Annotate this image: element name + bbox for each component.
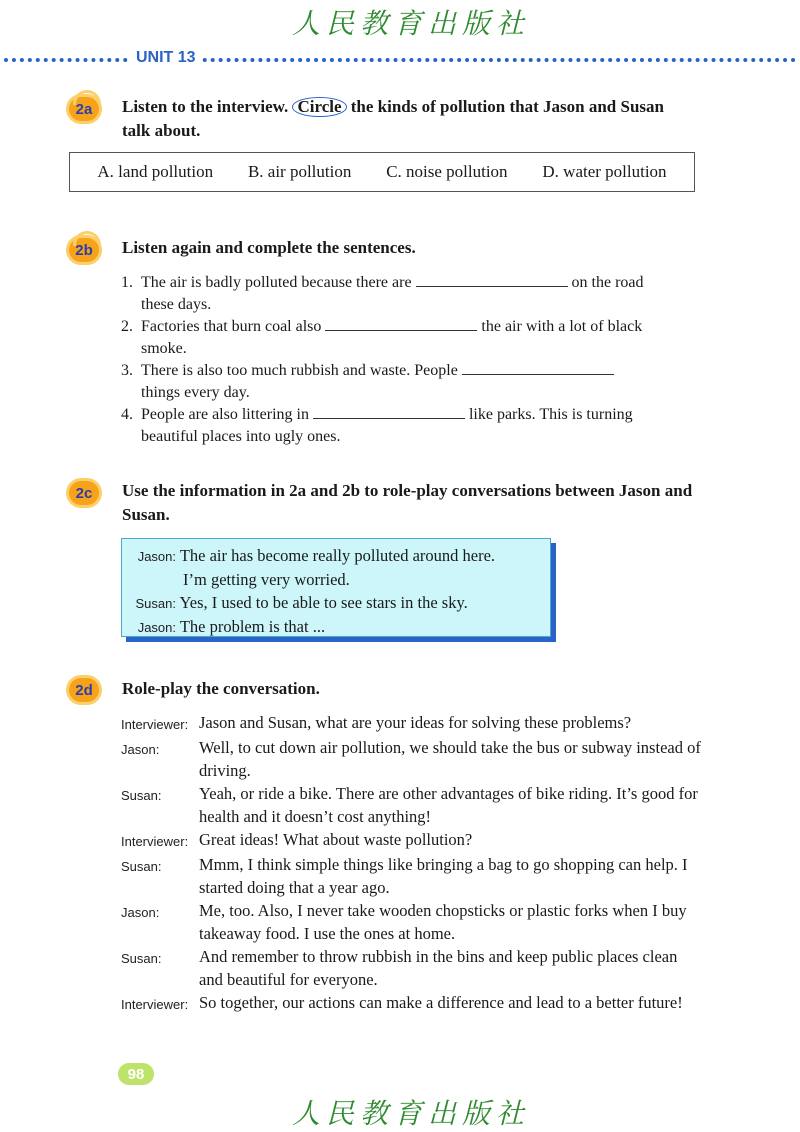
answer-blank[interactable] xyxy=(313,404,465,419)
page-number: 98 xyxy=(118,1063,154,1085)
conversation-row xyxy=(121,945,701,991)
conversation-row xyxy=(121,828,701,853)
sentence-item xyxy=(121,360,701,404)
conversation-text: Great ideas! What about waste pollution? xyxy=(199,830,473,849)
option-b[interactable]: B. air pollution xyxy=(247,162,352,181)
conversation-row xyxy=(121,736,701,782)
conversation-speaker: Interviewer: xyxy=(121,834,189,849)
section-badge-2a xyxy=(66,94,102,124)
publisher-logo-bottom: 人民教育出版社 xyxy=(292,1097,531,1130)
section-badge-2c xyxy=(66,478,102,508)
badge-label: 2b xyxy=(75,241,93,259)
sentence-continuation: smoke. xyxy=(141,340,187,357)
conversation-row xyxy=(121,899,701,945)
sentence-text: There is also too much rubbish and waste. People xyxy=(141,362,458,379)
conversation-speaker: Jason: xyxy=(121,905,160,920)
dialog-text: Yes, I used to be able to see stars in the sky. xyxy=(179,593,468,612)
option-a[interactable]: A. land pollution xyxy=(97,162,214,181)
sentence-number: 3. xyxy=(121,362,133,379)
badge-label: 2d xyxy=(75,681,93,699)
conversation-speaker: Interviewer: xyxy=(121,717,189,732)
options-box-2a xyxy=(69,152,695,192)
conversation-2d xyxy=(121,711,701,1016)
conversation-text: Me, too. Also, I never take wooden chopsticks or plastic forks when I buy takeaway food. I use the ones at home. xyxy=(199,901,687,943)
answer-blank[interactable] xyxy=(416,272,568,287)
conversation-text: Mmm, I think simple things like bringing a bag to go shopping can help. I started doing that a year ago. xyxy=(199,855,688,897)
sentence-item xyxy=(121,272,701,316)
option-c[interactable]: C. noise pollution xyxy=(386,162,508,181)
dialog-speaker: Susan: xyxy=(135,596,176,611)
section-badge-2b xyxy=(66,235,102,265)
answer-blank[interactable] xyxy=(325,316,477,331)
conversation-text: Jason and Susan, what are your ideas for solving these problems? xyxy=(199,713,632,732)
publisher-logo-top: 人民教育出版社 xyxy=(292,7,531,40)
conversation-text: Yeah, or ride a bike. There are other advantages of bike riding. It’s good for health and it doesn’t cost anything! xyxy=(199,784,698,826)
sentence-list-2b xyxy=(121,272,701,448)
dialog-speaker: Jason: xyxy=(137,549,176,564)
dialog-continuation: I’m getting very worried. xyxy=(183,570,350,589)
sentence-text: The air is badly polluted because there are xyxy=(141,274,412,291)
sentence-continuation: these days. xyxy=(141,296,212,313)
conversation-speaker: Jason: xyxy=(121,742,160,757)
sentence-text: like parks. This is turning xyxy=(468,406,633,423)
instruction-2c: Use the information in 2a and 2b to role-play conversations between Jason and Susan. xyxy=(122,481,693,524)
instruction-2d: Role-play the conversation. xyxy=(122,679,320,698)
section-badge-2d xyxy=(66,675,102,705)
conversation-speaker: Interviewer: xyxy=(121,997,189,1012)
conversation-row xyxy=(121,711,701,736)
dialog-line xyxy=(132,544,550,568)
dialog-text: The problem is that ... xyxy=(179,617,326,636)
sentence-text: Factories that burn coal also xyxy=(141,318,322,335)
sentence-text: on the road xyxy=(571,274,644,291)
sentence-item xyxy=(121,404,701,448)
sentence-text: People are also littering in xyxy=(141,406,309,423)
conversation-row xyxy=(121,991,701,1016)
instruction-2a-before: Listen to the interview. xyxy=(122,97,289,116)
unit-dotted-rule xyxy=(4,58,796,62)
circle-word: Circle xyxy=(292,97,346,117)
sentence-number: 4. xyxy=(121,406,133,423)
badge-label: 2c xyxy=(75,484,93,502)
conversation-row xyxy=(121,782,701,828)
dialog-line xyxy=(132,591,550,615)
answer-blank[interactable] xyxy=(462,360,614,375)
sentence-text: the air with a lot of black xyxy=(481,318,643,335)
sentence-continuation: things every day. xyxy=(141,384,250,401)
sentence-number: 2. xyxy=(121,318,133,335)
conversation-row xyxy=(121,853,701,899)
instruction-2a xyxy=(122,95,692,143)
conversation-text: Well, to cut down air pollution, we should take the bus or subway instead of driving. xyxy=(199,738,701,780)
conversation-text: And remember to throw rubbish in the bins and keep public places clean and beautiful for everyone. xyxy=(199,947,678,989)
conversation-text: So together, our actions can make a difference and lead to a better future! xyxy=(199,993,683,1012)
badge-label: 2a xyxy=(75,100,93,118)
conversation-speaker: Susan: xyxy=(121,788,162,803)
dialog-line xyxy=(132,615,550,639)
unit-label: UNIT 13 xyxy=(130,49,202,67)
dialog-speaker: Jason: xyxy=(137,620,176,635)
conversation-speaker: Susan: xyxy=(121,951,162,966)
sentence-number: 1. xyxy=(121,274,133,291)
option-d[interactable]: D. water pollution xyxy=(542,162,667,181)
instruction-2a-after: the kinds of pollution that Jason and Susan talk about. xyxy=(122,97,664,140)
conversation-speaker: Susan: xyxy=(121,859,162,874)
dialog-text: The air has become really polluted around here. xyxy=(179,546,496,565)
dialog-box-2c xyxy=(121,538,551,637)
sentence-continuation: beautiful places into ugly ones. xyxy=(141,428,341,445)
sentence-item xyxy=(121,316,701,360)
instruction-2b: Listen again and complete the sentences. xyxy=(122,238,416,257)
